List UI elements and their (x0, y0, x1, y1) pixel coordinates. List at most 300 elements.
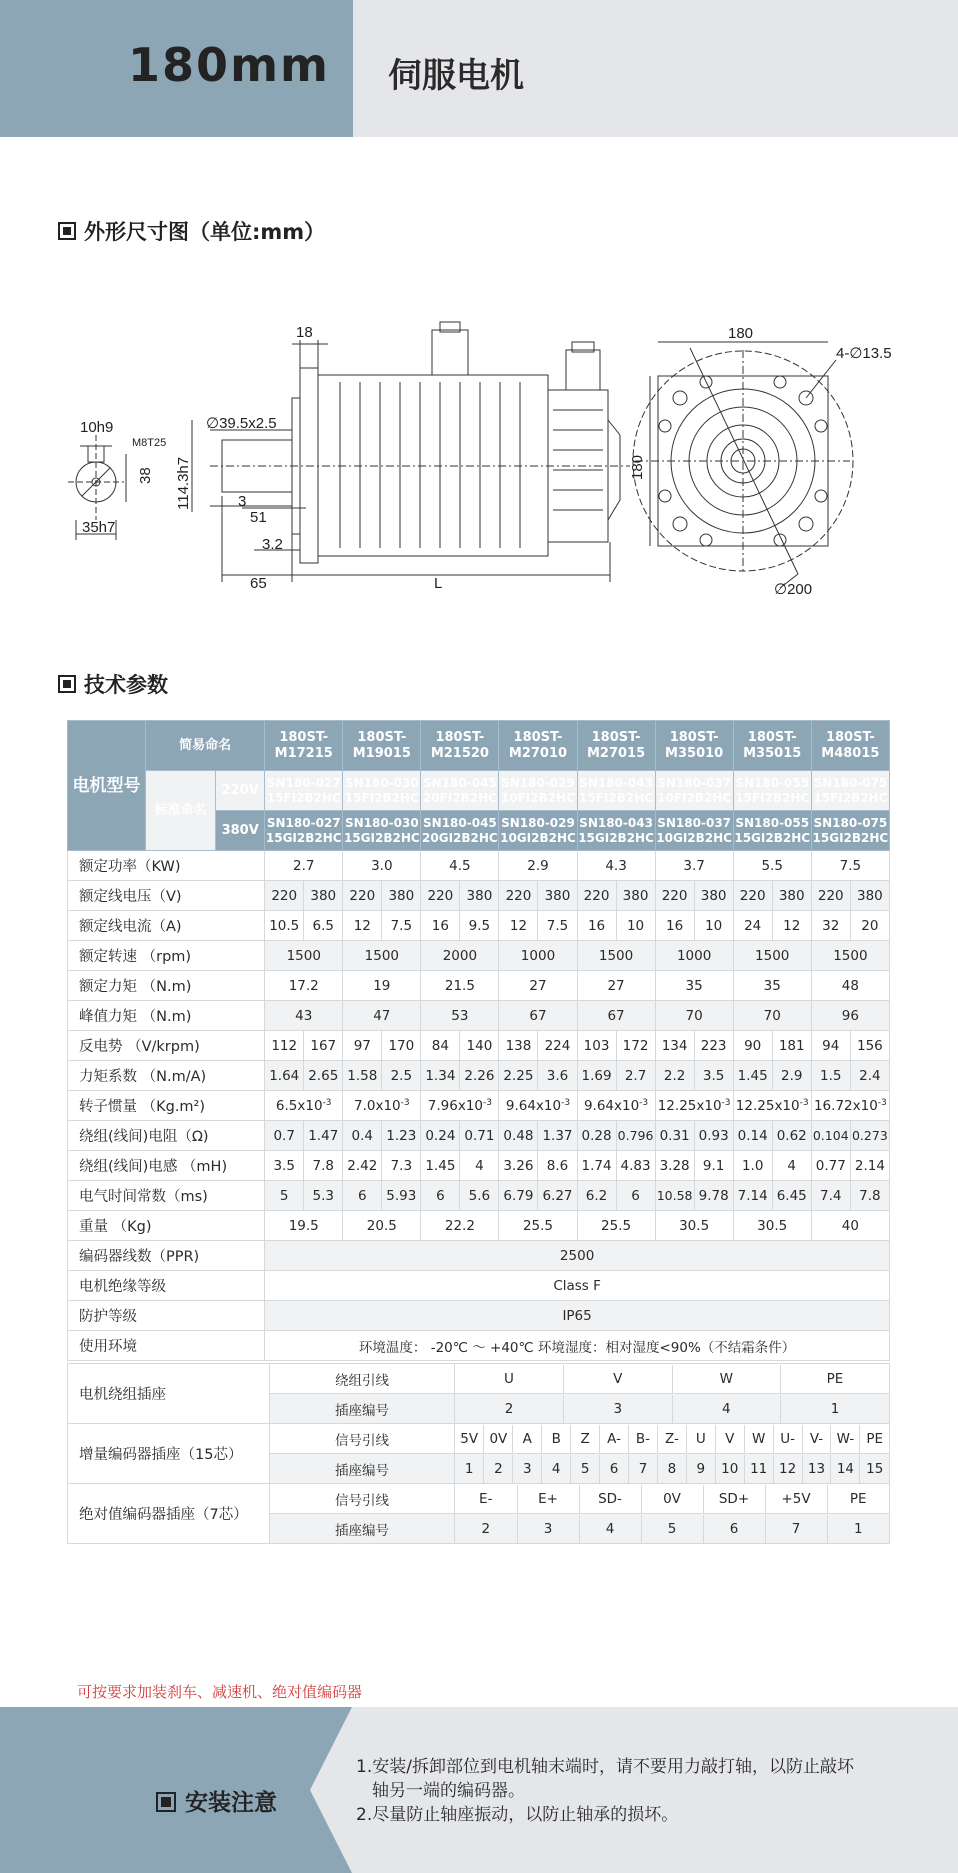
cell-value: 0.796 (616, 1121, 655, 1151)
pin-cell: 4 (672, 1395, 781, 1423)
row-label: 额定线电流（A) (68, 911, 265, 941)
simple-name: 180ST-M27010 (499, 721, 577, 771)
value-text: 25.5 (601, 1217, 632, 1234)
pin-cell: 8 (657, 1455, 686, 1483)
pin-cell: 13 (802, 1455, 831, 1483)
cell-value (655, 941, 733, 971)
value-text: 4.3 (605, 857, 627, 874)
cell-value: 380 (460, 881, 499, 911)
cell-value (421, 1211, 499, 1241)
dim-holes: 4-∅13.5 (836, 345, 892, 362)
spec-row (68, 881, 890, 911)
cell-value: 220 (577, 881, 616, 911)
cell-value: 10 (616, 911, 655, 941)
cell-value: 380 (304, 881, 343, 911)
signal-cell: PE (827, 1485, 889, 1513)
cell-value: 16 (655, 911, 694, 941)
cell-value: 1.47 (304, 1121, 343, 1151)
cell-value (655, 971, 733, 1001)
simple-name: 180ST-M21520 (421, 721, 499, 771)
spec-row (68, 971, 890, 1001)
spec-row (68, 941, 890, 971)
voltage-220-label: 220V (216, 771, 265, 811)
std-name-220: SN180-027 15FI2B2HC (265, 771, 343, 811)
std-name-220: SN180-037 10FI2B2HC (655, 771, 733, 811)
dim-3: 3 (238, 493, 247, 510)
value-text: 35 (685, 977, 703, 994)
signal-cell: W (744, 1425, 773, 1453)
value-text: 1000 (676, 947, 712, 964)
cell-value: 9.78 (694, 1181, 733, 1211)
cell-value (577, 1211, 655, 1241)
pin-cell: 15 (860, 1455, 889, 1483)
row-label: 额定力矩 （N.m) (68, 971, 265, 1001)
cell-value: 3.26 (499, 1151, 538, 1181)
connector-row (68, 1364, 890, 1394)
row-value: IP65 (265, 1301, 890, 1331)
cell-value: 5.93 (382, 1181, 421, 1211)
simple-name: 180ST-M35010 (655, 721, 733, 771)
dim-shaft-dia: 35h7 (82, 519, 116, 536)
header-row-220v (68, 771, 890, 811)
cell-value: 0.24 (421, 1121, 460, 1151)
std-name-220: SN180-043 15FI2B2HC (577, 771, 655, 811)
motor-end-view (629, 325, 892, 598)
cell-value: 0.14 (733, 1121, 772, 1151)
cell-value (265, 971, 343, 1001)
notice-line: 1.安装/拆卸部位到电机轴末端时，请不要用力敲打轴，以防止敲坏 (356, 1757, 854, 1777)
value-exponent: -3 (322, 1097, 332, 1108)
cell-value: 2.7 (616, 1061, 655, 1091)
spec-row (68, 1211, 890, 1241)
value-text: 5.5 (761, 857, 783, 874)
cell-value: 4.83 (616, 1151, 655, 1181)
cell-value: 140 (460, 1031, 499, 1061)
cell-value (811, 941, 889, 971)
pin-cell: 5 (641, 1515, 703, 1543)
pin-cell: 6 (703, 1515, 765, 1543)
cell-value (265, 1091, 343, 1121)
cell-value: 1.0 (733, 1151, 772, 1181)
std-name-380: SN180-075 15GI2B2HC (811, 811, 889, 851)
pin-cell: 4 (542, 1455, 571, 1483)
cell-value: 380 (538, 881, 577, 911)
cell-value (811, 851, 889, 881)
spec-row (68, 1271, 890, 1301)
cell-value: 6.45 (772, 1181, 811, 1211)
dim-flange-dia: ∅39.5x2.5 (206, 415, 277, 432)
value-text: 43 (295, 1007, 313, 1024)
cell-value: 380 (772, 881, 811, 911)
cell-value: 10 (694, 911, 733, 941)
signal-cell: A (513, 1425, 542, 1453)
dim-65: 65 (250, 575, 267, 592)
cell-value: 0.48 (499, 1121, 538, 1151)
row-label: 电气时间常数（ms) (68, 1181, 265, 1211)
signal-cell: V (564, 1365, 673, 1393)
std-name-380: SN180-030 15GI2B2HC (343, 811, 421, 851)
signal-cell: E- (479, 1490, 493, 1507)
row-value: 2500 (265, 1241, 890, 1271)
value-text: 3.0 (371, 857, 393, 874)
value-text: 9.64x10 (505, 1097, 562, 1114)
spec-row (68, 1241, 890, 1271)
signal-cell: SD+ (703, 1485, 765, 1513)
pin-cell: 9 (686, 1455, 715, 1483)
cell-value: 7.14 (733, 1181, 772, 1211)
row-label: 峰值力矩 （N.m) (68, 1001, 265, 1031)
cell-value: 2.26 (460, 1061, 499, 1091)
spec-row (68, 1031, 890, 1061)
signal-cell: Z (571, 1425, 600, 1453)
row-value: Class F (265, 1271, 890, 1301)
value-exponent: -3 (721, 1097, 731, 1108)
cell-value: 16 (577, 911, 616, 941)
value-text: 2000 (442, 947, 478, 964)
value-text: 22.2 (444, 1217, 475, 1234)
pin-cell: 1 (781, 1395, 890, 1423)
cell-value: 3.5 (694, 1061, 733, 1091)
cell-value: 380 (382, 881, 421, 911)
cell-value (343, 941, 421, 971)
cell-value: 6 (421, 1181, 460, 1211)
connector-sub-label: 信号引线 (270, 1424, 455, 1454)
cell-value: 6.79 (499, 1181, 538, 1211)
dim-pilot: 114.3h7 (175, 456, 192, 510)
value-text: 6.5x10 (275, 1097, 323, 1114)
pin-cell: 12 (773, 1455, 802, 1483)
pin-cell: 1 (455, 1455, 484, 1483)
cell-value (421, 851, 499, 881)
simple-name: 180ST-M27015 (577, 721, 655, 771)
cell-value: 220 (811, 881, 850, 911)
cell-value: 12 (772, 911, 811, 941)
connector-sub-label: 插座编号 (270, 1394, 455, 1424)
value-exponent: -3 (483, 1097, 492, 1108)
value-text: 7.0x10 (354, 1097, 401, 1114)
std-name-label: 标准命名 (146, 771, 216, 851)
cell-value: 0.62 (772, 1121, 811, 1151)
cell-value: 1.45 (421, 1151, 460, 1181)
value-exponent: -3 (400, 1097, 410, 1108)
section-dimension-title (58, 216, 325, 246)
cell-value: 220 (265, 881, 304, 911)
header-product-name: 伺服电机 (388, 56, 524, 96)
cell-value (499, 1001, 577, 1031)
cell-value (733, 851, 811, 881)
cell-value (733, 1001, 811, 1031)
dim-thread: M8T25 (132, 437, 167, 449)
value-text: 20.5 (366, 1217, 397, 1234)
cell-value (655, 851, 733, 881)
signal-cell: 5V (460, 1430, 479, 1447)
cell-value: 90 (733, 1031, 772, 1061)
value-text: 1500 (598, 947, 634, 964)
row-label: 转子惯量 （Kg.m²) (68, 1091, 265, 1121)
cell-value: 1.64 (265, 1061, 304, 1091)
value-text: 4.5 (449, 857, 471, 874)
cell-value: 1.45 (733, 1061, 772, 1091)
connector-sub-label: 绕组引线 (270, 1364, 455, 1394)
spec-row (68, 1331, 890, 1361)
value-text: 1000 (520, 947, 556, 964)
cell-value: 7.8 (850, 1181, 889, 1211)
cell-value: 2.9 (772, 1061, 811, 1091)
value-text: 70 (763, 1007, 781, 1024)
cell-value: 1.34 (421, 1061, 460, 1091)
cell-value (655, 1091, 733, 1121)
section-params-text: 技术参数 (84, 673, 168, 697)
connector-cells (455, 1394, 890, 1424)
spec-table (67, 720, 890, 1361)
value-text: 16.72x10 (813, 1097, 878, 1114)
std-name-380: SN180-043 15GI2B2HC (577, 811, 655, 851)
cell-value: 0.104 (811, 1121, 850, 1151)
value-text: 48 (841, 977, 859, 994)
pin-cell: 6 (600, 1455, 629, 1483)
cell-value (265, 1001, 343, 1031)
connector-cells (455, 1364, 890, 1394)
value-text: 12.25x10 (735, 1097, 800, 1114)
row-label: 绕组(线间)电感 （mH) (68, 1151, 265, 1181)
signal-cell: B- (629, 1425, 658, 1453)
cell-value: 16 (421, 911, 460, 941)
cell-value: 1.23 (382, 1121, 421, 1151)
option-note: 可按要求加装刹车、减速机、绝对值编码器 (77, 1683, 363, 1701)
dim-pcd: ∅200 (774, 581, 813, 598)
cell-value: 138 (499, 1031, 538, 1061)
value-text: 9.64x10 (583, 1097, 640, 1114)
simple-name: 180ST-M17215 (265, 721, 343, 771)
cell-value (421, 1001, 499, 1031)
connector-cells (455, 1514, 890, 1544)
cell-value: 7.5 (382, 911, 421, 941)
cell-value: 220 (343, 881, 382, 911)
signal-cell: V- (802, 1425, 831, 1453)
signal-cell: 0V (484, 1425, 513, 1453)
cell-value (577, 941, 655, 971)
pin-cell: 7 (629, 1455, 658, 1483)
section-dimension-text: 外形尺寸图（单位:mm） (84, 220, 326, 244)
install-notice-title: 安装注意 (156, 1784, 277, 1817)
std-name-380: SN180-045 20GI2B2HC (421, 811, 499, 851)
cell-value (811, 1001, 889, 1031)
value-text: 27 (529, 977, 547, 994)
signal-cell: PE (781, 1365, 890, 1393)
pin-cell: 3 (517, 1515, 579, 1543)
value-text: 47 (373, 1007, 391, 1024)
cell-value: 380 (694, 881, 733, 911)
cell-value: 20 (850, 911, 889, 941)
cell-value (655, 1211, 733, 1241)
model-label: 电机型号 (68, 721, 146, 851)
signal-cell: SD- (579, 1485, 641, 1513)
std-name-380: SN180-029 10GI2B2HC (499, 811, 577, 851)
connector-label: 电机绕组插座 (68, 1364, 270, 1424)
cell-value: 0.273 (850, 1121, 889, 1151)
cell-value: 0.71 (460, 1121, 499, 1151)
value-text: 1500 (286, 947, 321, 964)
std-name-380: SN180-037 10GI2B2HC (655, 811, 733, 851)
cell-value: 3.6 (538, 1061, 577, 1091)
row-label: 使用环境 (68, 1331, 265, 1361)
dimension-drawing (60, 320, 920, 610)
cell-value: 24 (733, 911, 772, 941)
cell-value: 181 (772, 1031, 811, 1061)
cell-value (421, 941, 499, 971)
simple-name-label: 简易命名 (146, 721, 265, 771)
pin-cell: 3 (564, 1395, 673, 1423)
value-text: 21.5 (444, 977, 475, 994)
spec-row (68, 1061, 890, 1091)
value-text: 1500 (755, 947, 790, 964)
cell-value: 4 (772, 1151, 811, 1181)
cell-value: 84 (421, 1031, 460, 1061)
cell-value: 220 (655, 881, 694, 911)
cell-value: 32 (811, 911, 850, 941)
value-text: 53 (451, 1007, 469, 1024)
motor-side-view (175, 322, 630, 592)
row-label: 电机绝缘等级 (68, 1271, 265, 1301)
cell-value: 224 (538, 1031, 577, 1061)
cell-value: 0.4 (343, 1121, 382, 1151)
row-label: 反电势 （V/krpm) (68, 1031, 265, 1061)
cell-value: 10.5 (265, 911, 304, 941)
connector-sub-label: 插座编号 (270, 1454, 455, 1484)
pin-cell: 14 (831, 1455, 860, 1483)
cell-value (577, 971, 655, 1001)
simple-name: 180ST-M48015 (811, 721, 889, 771)
dim-end-height: 180 (629, 454, 646, 480)
cell-value (343, 851, 421, 881)
value-text: 3.7 (683, 857, 705, 874)
cell-value: 94 (811, 1031, 850, 1061)
cell-value: 156 (850, 1031, 889, 1061)
connector-cells (455, 1484, 890, 1514)
connector-length-table (67, 1363, 890, 1544)
notice-line: 轴另一端的编码器。 (372, 1781, 525, 1801)
cell-value: 1.5 (811, 1061, 850, 1091)
row-label: 绕组(线间)电阻（Ω) (68, 1121, 265, 1151)
pin-cell: 4 (579, 1515, 641, 1543)
cell-value: 112 (265, 1031, 304, 1061)
value-text: 35 (763, 977, 781, 994)
row-label: 重量 （Kg) (68, 1211, 265, 1241)
install-notice (0, 1707, 958, 1873)
header-size: 180mm (128, 38, 330, 92)
spec-row (68, 1181, 890, 1211)
spec-row (68, 1121, 890, 1151)
std-name-220: SN180-055 15FI2B2HC (733, 771, 811, 811)
cell-value: 97 (343, 1031, 382, 1061)
value-text: 25.5 (522, 1217, 553, 1234)
cell-value: 7.3 (382, 1151, 421, 1181)
signal-cell: +5V (765, 1485, 827, 1513)
value-text: 19.5 (288, 1217, 319, 1234)
cell-value: 5.6 (460, 1181, 499, 1211)
dim-51: 51 (250, 509, 267, 526)
row-label: 额定线电压（V) (68, 881, 265, 911)
row-label: 额定功率（KW) (68, 851, 265, 881)
value-exponent: -3 (561, 1097, 571, 1108)
simple-name: 180ST-M19015 (343, 721, 421, 771)
std-name-380: SN180-027 15GI2B2HC (265, 811, 343, 851)
cell-value: 10.58 (655, 1181, 694, 1211)
cell-value: 1.37 (538, 1121, 577, 1151)
signal-cell: U (504, 1370, 514, 1387)
value-text: 67 (607, 1007, 625, 1024)
cell-value: 2.4 (850, 1061, 889, 1091)
pin-cell: 2 (455, 1395, 564, 1423)
spec-row (68, 911, 890, 941)
cell-value: 0.77 (811, 1151, 850, 1181)
cell-value: 7.5 (538, 911, 577, 941)
signal-cell: W (672, 1365, 781, 1393)
value-text: 1500 (833, 947, 868, 964)
cell-value: 6 (616, 1181, 655, 1211)
cell-value: 1.74 (577, 1151, 616, 1181)
cell-value: 7.4 (811, 1181, 850, 1211)
spec-row (68, 851, 890, 881)
value-text: 17.2 (288, 977, 319, 994)
cell-value: 2.42 (343, 1151, 382, 1181)
cell-value: 0.93 (694, 1121, 733, 1151)
cell-value: 2.5 (382, 1061, 421, 1091)
connector-cells (455, 1454, 890, 1484)
value-exponent: -3 (639, 1097, 649, 1108)
spec-body (68, 851, 890, 1361)
connector-cells (455, 1424, 890, 1454)
cell-value (499, 851, 577, 881)
signal-cell: PE (860, 1425, 889, 1453)
cell-value (577, 851, 655, 881)
value-text: 96 (841, 1007, 859, 1024)
cell-value (421, 1091, 499, 1121)
pin-cell: 10 (715, 1455, 744, 1483)
cell-value (577, 1091, 655, 1121)
cell-value: 3.28 (655, 1151, 694, 1181)
cell-value (499, 941, 577, 971)
voltage-380-label: 380V (216, 811, 265, 851)
cell-value: 6 (343, 1181, 382, 1211)
connector-row (68, 1424, 890, 1454)
cell-value (733, 941, 811, 971)
connector-label: 增量编码器插座（15芯） (68, 1424, 270, 1484)
std-name-380: SN180-055 15GI2B2HC (733, 811, 811, 851)
value-text: 12.25x10 (657, 1097, 722, 1114)
value-text: 2.7 (293, 857, 315, 874)
signal-cell: E+ (517, 1485, 579, 1513)
cell-value: 12 (343, 911, 382, 941)
cell-value (733, 1091, 811, 1121)
value-text: 70 (685, 1007, 703, 1024)
cell-value: 0.28 (577, 1121, 616, 1151)
spec-row (68, 1301, 890, 1331)
connector-label: 绝对值编码器插座（7芯） (68, 1484, 270, 1544)
cell-value: 9.1 (694, 1151, 733, 1181)
signal-cell: Z- (657, 1425, 686, 1453)
signal-cell: U (686, 1425, 715, 1453)
std-name-220: SN180-029 10FI2B2HC (499, 771, 577, 811)
cell-value (421, 971, 499, 1001)
section-params-title (58, 669, 168, 699)
cell-value (499, 971, 577, 1001)
value-text: 30.5 (757, 1217, 788, 1234)
dim-flange-thick: 18 (296, 324, 313, 341)
std-name-220: SN180-030 15FI2B2HC (343, 771, 421, 811)
cell-value: 103 (577, 1031, 616, 1061)
value-text: 40 (841, 1217, 859, 1234)
